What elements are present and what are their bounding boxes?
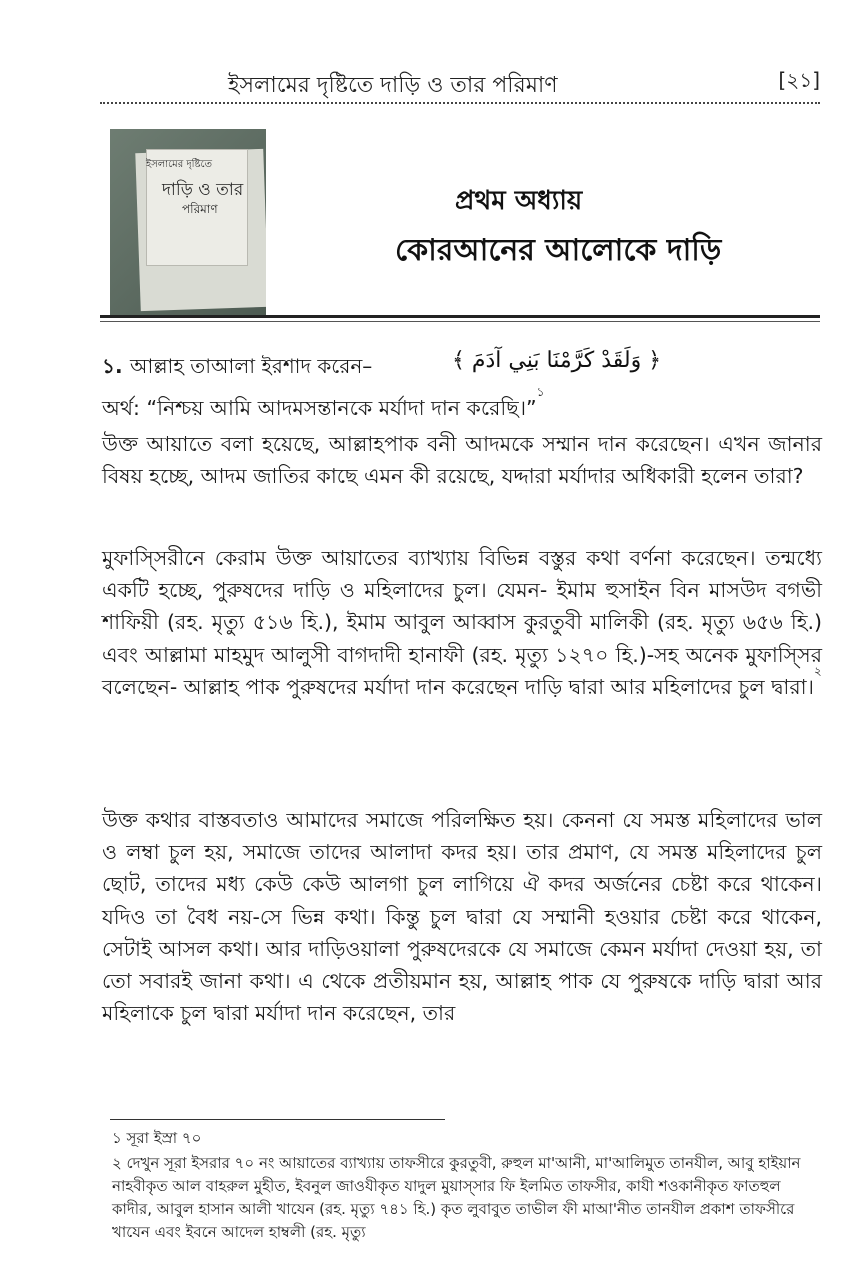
footnote-2: ২ দেখুন সূরা ইসরার ৭০ নং আয়াতের ব্যাখ্যায় তাফসীরে কুরতুবী, রুহুল মা'আনী, মা'আলিমুত তানযীল, আবু হাইয়ান নাহবীকৃত আল বাহরুল মুহীত, ইবনুল জাওযীকৃত যাদুল মুয়াস্সার ফি ইলমিত তাফসীর, কাযী শওকানীকৃত ফাতহুল কাদীর, আবুল হাসান আলী খাযেন (রহ. মৃত্যু ৭৪১ হি.) কৃত লুবাবুত তাভীল ফী মাআ'নীত তানযীল প্রকাশ তাফসীরে খাযেন এবং ইবনে আদেল হাম্বলী (রহ. মৃত্যু (112, 1154, 801, 1241)
paragraph-3 (102, 804, 822, 1029)
verse-meaning (102, 385, 822, 424)
footnote-ref-2: ২ (813, 663, 822, 678)
verse-number: ১. (102, 354, 123, 378)
paragraph-1 (102, 428, 822, 492)
running-header (100, 58, 820, 108)
arabic-verse: ﴿ وَلَقَدْ كَرَّمْنَا بَنِي آدَمَ ﴾ (452, 348, 662, 373)
page-number: [২১] (778, 68, 820, 92)
footnote-ref-1: ১ (536, 385, 545, 399)
verse-meaning-text: অর্থ: “নিশ্চয় আমি আদমসন্তানকে মর্যাদা দান করেছি।” (102, 396, 537, 420)
header-dotted-rule (100, 102, 820, 104)
book-cover-title-line1: দাড়ি ও তার (162, 180, 244, 200)
verse-line (102, 350, 822, 384)
verse-intro: আল্লাহ তাআলা ইরশাদ করেন– (130, 354, 373, 378)
footnotes (112, 1127, 822, 1246)
paragraph-2-body: মুফাস্সিরীনে কেরাম উক্ত আয়াতের ব্যাখ্যায় বিভিন্ন বস্তুর কথা বর্ণনা করেছেন। তন্মধ্যে একটি হচ্ছে, পুরুষদের দাড়ি ও মহিলাদের চুল। যেমন- ইমাম হুসাইন বিন মাসউদ বগভী শাফিয়ী (রহ. মৃত্যু ৫১৬ হি.), ইমাম আবুল আব্বাস কুরতুবী মালিকী (রহ. মৃত্যু ৬৫৬ হি.) এবং আল্লামা মাহমুদ আলুসী বাগদাদী হানাফী (রহ. মৃত্যু ১২৭০ হি.)-সহ অনেক মুফাস্সির বলেছেন- আল্লাহ পাক পুরুষদের মর্যাদা দান করেছেন দাড়ি দ্বারা আর মহিলাদের চুল দ্বারা। (102, 546, 822, 699)
chapter-rule-thick (100, 315, 820, 318)
book-cover-image (110, 129, 266, 315)
book-cover-subtitle: ইসলামের দৃষ্টিতে (146, 159, 213, 170)
chapter-title: কোরআনের আলোকে দাড়ি (395, 233, 722, 268)
chapter-rule-thin (100, 321, 820, 322)
footnote-separator (110, 1119, 445, 1120)
footnote-1: ১ সূরা ইস্রা ৭০ (112, 1129, 202, 1147)
running-header-title: ইসলামের দৃষ্টিতে দাড়ি ও তার পরিমাণ (228, 73, 558, 98)
paragraph-2 (102, 542, 822, 703)
paragraph-3-text: উক্ত কথার বাস্তবতাও আমাদের সমাজে পরিলক্ষিত হয়। কেননা যে সমস্ত মহিলাদের ভাল ও লম্বা চুল হয়, সমাজে তাদের আলাদা কদর হয়। তার প্রমাণ, যে সমস্ত মহিলাদের চুল ছোট, তাদের মধ্য কেউ কেউ আলগা চুল লাগিয়ে ঐ কদর অর্জনের চেষ্টা করে থাকেন। যদিও তা বৈধ নয়-সে ভিন্ন কথা। কিন্তু চুল দ্বারা যে সম্মানী হওয়ার চেষ্টা করে থাকেন, সেটাই আসল কথা। আর দাড়িওয়ালা পুরুষদেরকে যে সমাজে কেমন মর্যাদা দেওয়া হয়, তা তো সবারই জানা কথা। এ থেকে প্রতীয়মান হয়, আল্লাহ পাক যে পুরুষকে দাড়ি দ্বারা আর মহিলাকে চুল দ্বারা মর্যাদা দান করেছেন, তার (102, 808, 822, 1026)
chapter-number: প্রথম অধ্যায় (455, 186, 583, 216)
book-cover-title-line2: পরিমাণ (182, 202, 218, 216)
paragraph-1-text: উক্ত আয়াতে বলা হয়েছে, আল্লাহপাক বনী আদমকে সম্মান দান করেছেন। এখন জানার বিষয় হচ্ছে, আদম জাতির কাছে এমন কী রয়েছে, যদ্দারা মর্যাদার অধিকারী হলেন তারা? (102, 432, 822, 489)
paragraph-2-text (102, 542, 822, 703)
